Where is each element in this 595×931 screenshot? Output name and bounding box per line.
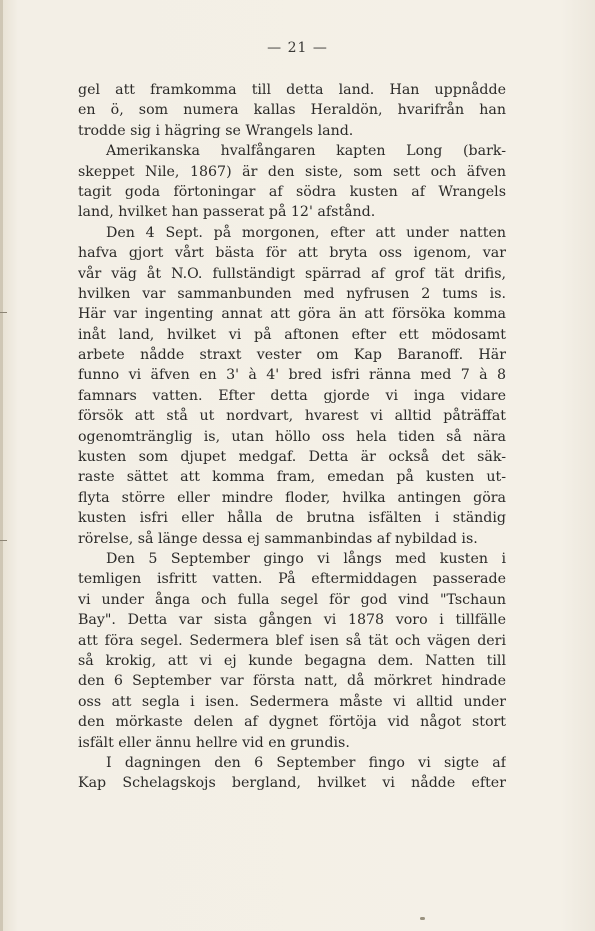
margin-mark: [0, 540, 7, 541]
body-text: [78, 80, 506, 794]
text-line: vi under ånga och fulla segel för god vind "Tschaun: [78, 591, 506, 608]
text-line: Amerikanska hvalfångaren kapten Long (bark-: [106, 143, 506, 160]
text-line: Bay". Detta var sista gången vi 1878 voro i tillfälle: [78, 612, 506, 629]
text-line: inåt land, hvilket vi på aftonen efter ett mödosamt: [78, 326, 506, 343]
text-line: flyta större eller mindre floder, hvilka antingen göra: [78, 489, 506, 506]
paper-speck: [420, 917, 425, 920]
text-line: land, hvilket han passerat på 12' afstånd.: [78, 204, 376, 221]
text-line: den 6 September var första natt, då mörkret hindrade: [78, 673, 506, 690]
text-line: skeppet Nile, 1867) är den siste, som sett och äfven: [78, 163, 506, 180]
text-line: famnars vatten. Efter detta gjorde vi inga vidare: [78, 387, 506, 404]
text-line: Kap Schelagskojs bergland, hvilket vi nådde efter: [78, 775, 506, 792]
text-line: Den 5 September gingo vi långs med kusten i: [106, 550, 506, 567]
text-line: kusten isfri eller hålla de brutna isfälten i ständig: [78, 510, 506, 527]
text-line: tagit goda förtoningar af södra kusten af Wrangels: [78, 183, 506, 200]
text-line: vår väg åt N.O. fullständigt spärrad af grof tät drifis,: [78, 265, 506, 282]
text-line: försök att stå ut nordvart, hvarest vi alltid påträffat: [78, 408, 506, 425]
text-line: isfält eller ännu hellre vid en grundis.: [78, 734, 350, 751]
text-line: hafva gjort vårt bästa för att bryta oss igenom, var: [78, 245, 506, 262]
text-line: Här var ingenting annat att göra än att försöka komma: [78, 306, 506, 323]
text-line: hvilken var sammanbunden med nyfrusen 2 tums is.: [78, 285, 506, 302]
text-line: funno vi äfven en 3' à 4' bred isfri ränna med 7 à 8: [78, 367, 506, 384]
text-line: Den 4 Sept. på morgonen, efter att under natten: [106, 224, 506, 241]
margin-mark: [0, 312, 7, 313]
text-line: kusten som djupet medgaf. Detta är också det säk-: [78, 449, 506, 466]
text-line: I dagningen den 6 September fingo vi sigte af: [106, 754, 506, 771]
text-line: oss att segla i isen. Sedermera måste vi alltid under: [78, 693, 506, 710]
text-line: den mörkaste delen af dygnet förtöja vid något stort: [78, 714, 506, 731]
page-binding-edge: [0, 0, 3, 931]
text-line: raste sättet att komma fram, emedan på kusten ut-: [78, 469, 506, 486]
text-line: gel att framkomma till detta land. Han uppnådde: [78, 82, 506, 98]
text-line: trodde sig i hägring se Wrangels land.: [78, 122, 354, 139]
text-line: arbete nådde straxt vester om Kap Baranoff. Här: [78, 347, 506, 364]
text-line: temligen isfritt vatten. På eftermiddagen passerade: [78, 571, 506, 588]
text-line: ogenomtränglig is, utan höllo oss hela tiden så nära: [78, 428, 506, 445]
text-line: rörelse, så länge dessa ej sammanbindas af nybildad is.: [78, 530, 478, 547]
text-line: att föra segel. Sedermera blef isen så tät och vägen deri: [78, 632, 506, 649]
page-number: — 21 —: [267, 40, 328, 56]
text-line: så krokig, att vi ej kunde begagna dem. Natten till: [78, 652, 506, 669]
text-line: en ö, som numera kallas Heraldön, hvarifrån han: [78, 102, 506, 119]
